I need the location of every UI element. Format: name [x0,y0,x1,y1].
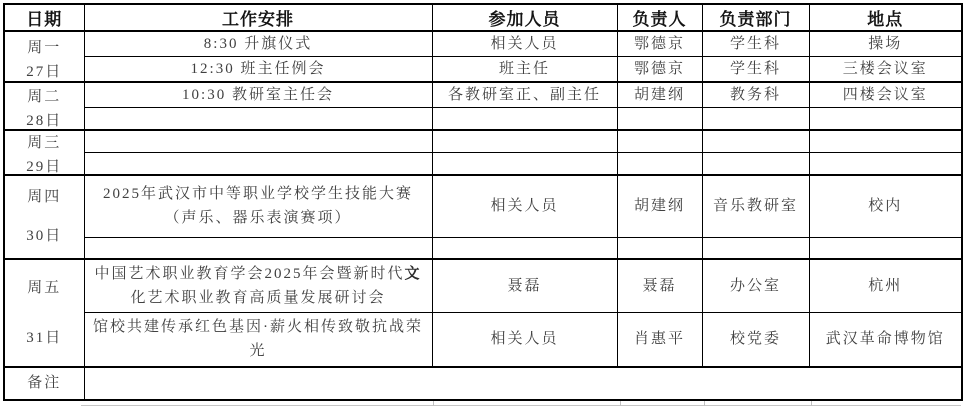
lead-cell: 聂磊 [617,259,702,313]
header-cell-place: 地点 [809,4,962,31]
day-label: 周三 [27,135,62,151]
date-cell-wrap [7,36,82,78]
dept-cell [702,238,809,259]
cutoff-tick [811,401,812,406]
lead-cell: 鄂德京 [617,31,702,57]
header-cell-participants: 参加人员 [432,4,617,31]
dept-cell: 校党委 [702,313,809,367]
date-cell-friday [4,259,84,367]
work-cell [84,108,432,130]
cutoff-tick [433,401,434,406]
place-cell: 杭州 [809,259,962,313]
place-cell [809,108,962,130]
lead-cell [617,238,702,259]
row-wednesday-2 [4,153,962,175]
dept-cell [702,153,809,175]
header-cell-work: 工作安排 [84,4,432,31]
date-cell-wrap [7,131,82,173]
participants-cell [432,153,617,175]
date-cell-wrap [7,263,82,363]
place-cell: 三楼会议室 [809,57,962,83]
date-label: 29日 [26,159,63,175]
cutoff-next-row [3,401,961,406]
date-cell-thursday [4,175,84,259]
date-cell-wrap [7,85,82,127]
lead-cell: 鄂德京 [617,57,702,83]
dept-cell [702,108,809,130]
dept-cell [702,130,809,153]
header-row [4,4,962,31]
dept-cell: 音乐教研室 [702,175,809,238]
lead-cell [617,108,702,130]
participants-cell: 相关人员 [432,31,617,57]
date-cell-wednesday [4,130,84,175]
work-cell: 8:30 升旗仪式 [84,31,432,57]
row-thursday-1 [4,175,962,238]
work-text-alt-font: 文 [404,264,422,282]
participants-cell: 班主任 [432,57,617,83]
participants-cell [432,130,617,153]
date-label: 28日 [26,112,63,129]
place-cell: 操场 [809,31,962,57]
dept-cell: 学生科 [702,31,809,57]
day-label: 周一 [27,39,62,56]
place-cell: 武汉革命博物馆 [809,313,962,367]
work-cell: 馆校共建传承红色基因·薪火相传致敬抗战荣光 [84,313,432,367]
participants-cell: 各教研室正、副主任 [432,82,617,108]
work-cell [84,259,432,313]
note-content-cell [84,367,962,400]
header-cell-lead: 负责人 [617,4,702,31]
dept-cell: 教务科 [702,82,809,108]
note-row [4,367,962,400]
day-label: 周二 [27,88,62,105]
participants-cell: 聂磊 [432,259,617,313]
work-cell: 2025年武汉市中等职业学校学生技能大赛（声乐、器乐表演赛项） [84,175,432,238]
date-cell-tuesday [4,82,84,130]
lead-cell [617,153,702,175]
participants-cell: 相关人员 [432,175,617,238]
work-cell [84,153,432,175]
cutoff-tick [704,401,705,406]
place-cell [809,130,962,153]
participants-cell [432,238,617,259]
date-label: 31日 [26,329,63,346]
row-monday-1 [4,31,962,57]
cutoff-tick [620,401,621,406]
row-thursday-2 [4,238,962,259]
day-label: 周五 [27,279,62,296]
place-cell: 校内 [809,175,962,238]
row-monday-2 [4,57,962,83]
cutoff-gridline [81,405,961,406]
row-tuesday-1 [4,82,962,108]
date-cell-monday [4,31,84,82]
lead-cell: 肖惠平 [617,313,702,367]
date-cell-wrap [7,178,82,256]
work-cell: 10:30 教研室主任会 [84,82,432,108]
place-cell [809,153,962,175]
place-cell [809,238,962,259]
lead-cell [617,130,702,153]
dept-cell: 办公室 [702,259,809,313]
row-friday-1 [4,259,962,313]
header-cell-date: 日期 [4,4,84,31]
note-label-cell: 备注 [4,367,84,400]
work-cell: 12:30 班主任例会 [84,57,432,83]
row-tuesday-2 [4,108,962,130]
lead-cell: 胡建纲 [617,82,702,108]
date-label: 30日 [26,228,63,244]
work-text: 化艺术职业教育高质量发展研讨会 [130,289,386,306]
dept-cell: 学生科 [702,57,809,83]
place-cell: 四楼会议室 [809,82,962,108]
participants-cell [432,108,617,130]
row-friday-2 [4,313,962,367]
date-label: 27日 [26,63,63,80]
header-cell-dept: 负责部门 [702,4,809,31]
weekly-schedule-table [3,3,963,401]
day-label: 周四 [27,189,62,205]
work-cell [84,130,432,153]
lead-cell: 胡建纲 [617,175,702,238]
work-text: 中国艺术职业教育学会2025年会暨新时代 [94,265,405,282]
participants-cell: 相关人员 [432,313,617,367]
work-cell [84,238,432,259]
row-wednesday-1 [4,130,962,153]
